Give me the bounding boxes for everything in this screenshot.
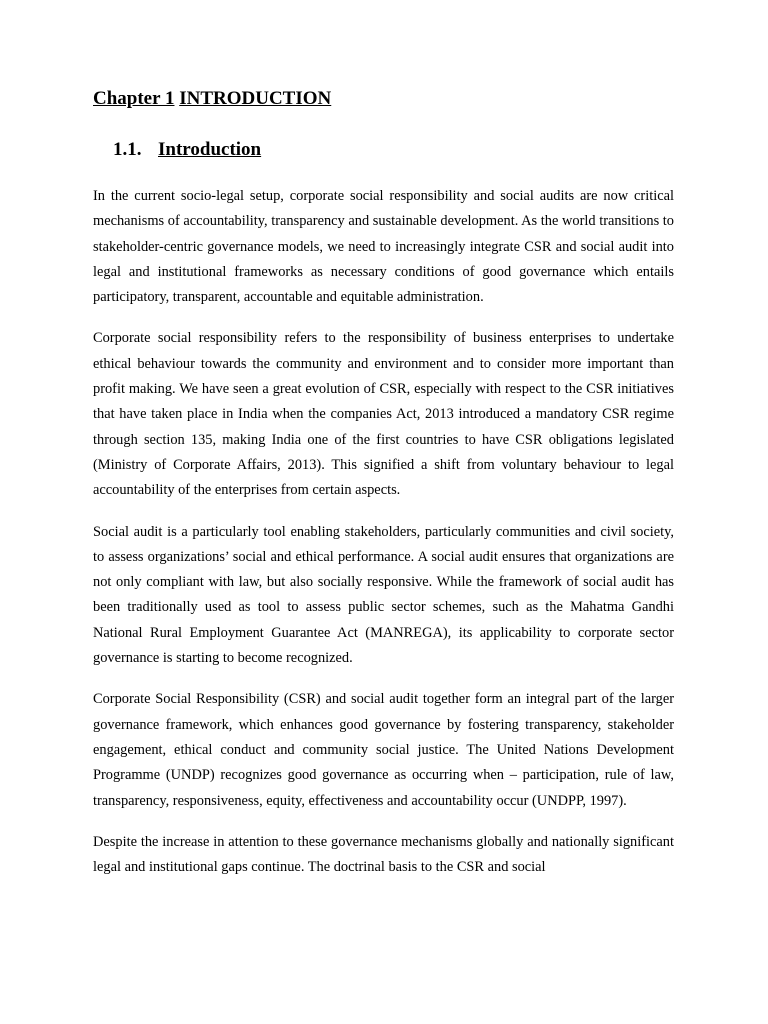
section-title: Introduction (158, 139, 262, 160)
section-number: 1.1. (113, 139, 142, 160)
section-heading (113, 138, 261, 162)
paragraph: Corporate social responsibility refers to the responsibility of business enterprises to undertake ethical behaviour towards the community and environment and to consider more important than profit making. We have seen a great evolution of CSR, especially with respect to the CSR initiatives that have taken place in India when the companies Act, 2013 introduced a mandatory CSR regime through section 135, making India one of the first countries to have CSR obligations legislated (Ministry of Corporate Affairs, 2013). This signified a shift from voluntary behaviour to legal accountability of the enterprises from certain aspects. (93, 330, 674, 499)
paragraph: Despite the increase in attention to these governance mechanisms globally and nationally significant legal and institutional gaps continue. The doctrinal basis to the CSR and social (93, 833, 674, 876)
chapter-label: Chapter 1 (93, 88, 175, 109)
paragraph: Corporate Social Responsibility (CSR) and social audit together form an integral part of the larger governance framework, which enhances good governance by fostering transparency, stakeholder engagement, ethical conduct and community social justice. The United Nations Development Programme (UNDP) recognizes good governance as occurring when – participation, rule of law, transparency, responsiveness, equity, effectiveness and accountability occur (UNDPP, 1997). (93, 691, 674, 809)
chapter-heading (93, 87, 331, 111)
chapter-title: INTRODUCTION (179, 88, 332, 109)
body-text (93, 184, 674, 896)
paragraph: Social audit is a particularly tool enabling stakeholders, particularly communities and civil society, to assess organizations’ social and ethical performance. A social audit ensures that organizations are not only compliant with law, but also socially responsive. While the framework of social audit has been traditionally used as tool to assess public sector schemes, such as the Mahatma Gandhi National Rural Employment Guarantee Act (MANREGA), its applicability to corporate sector governance is starting to become recognized. (93, 523, 674, 667)
paragraph: In the current socio-legal setup, corporate social responsibility and social audits are now critical mechanisms of accountability, transparency and sustainable development. As the world transitions to stakeholder-centric governance models, we need to increasingly integrate CSR and social audit into legal and institutional frameworks as necessary conditions of good governance which entails participatory, transparent, accountable and equitable administration. (93, 188, 674, 306)
